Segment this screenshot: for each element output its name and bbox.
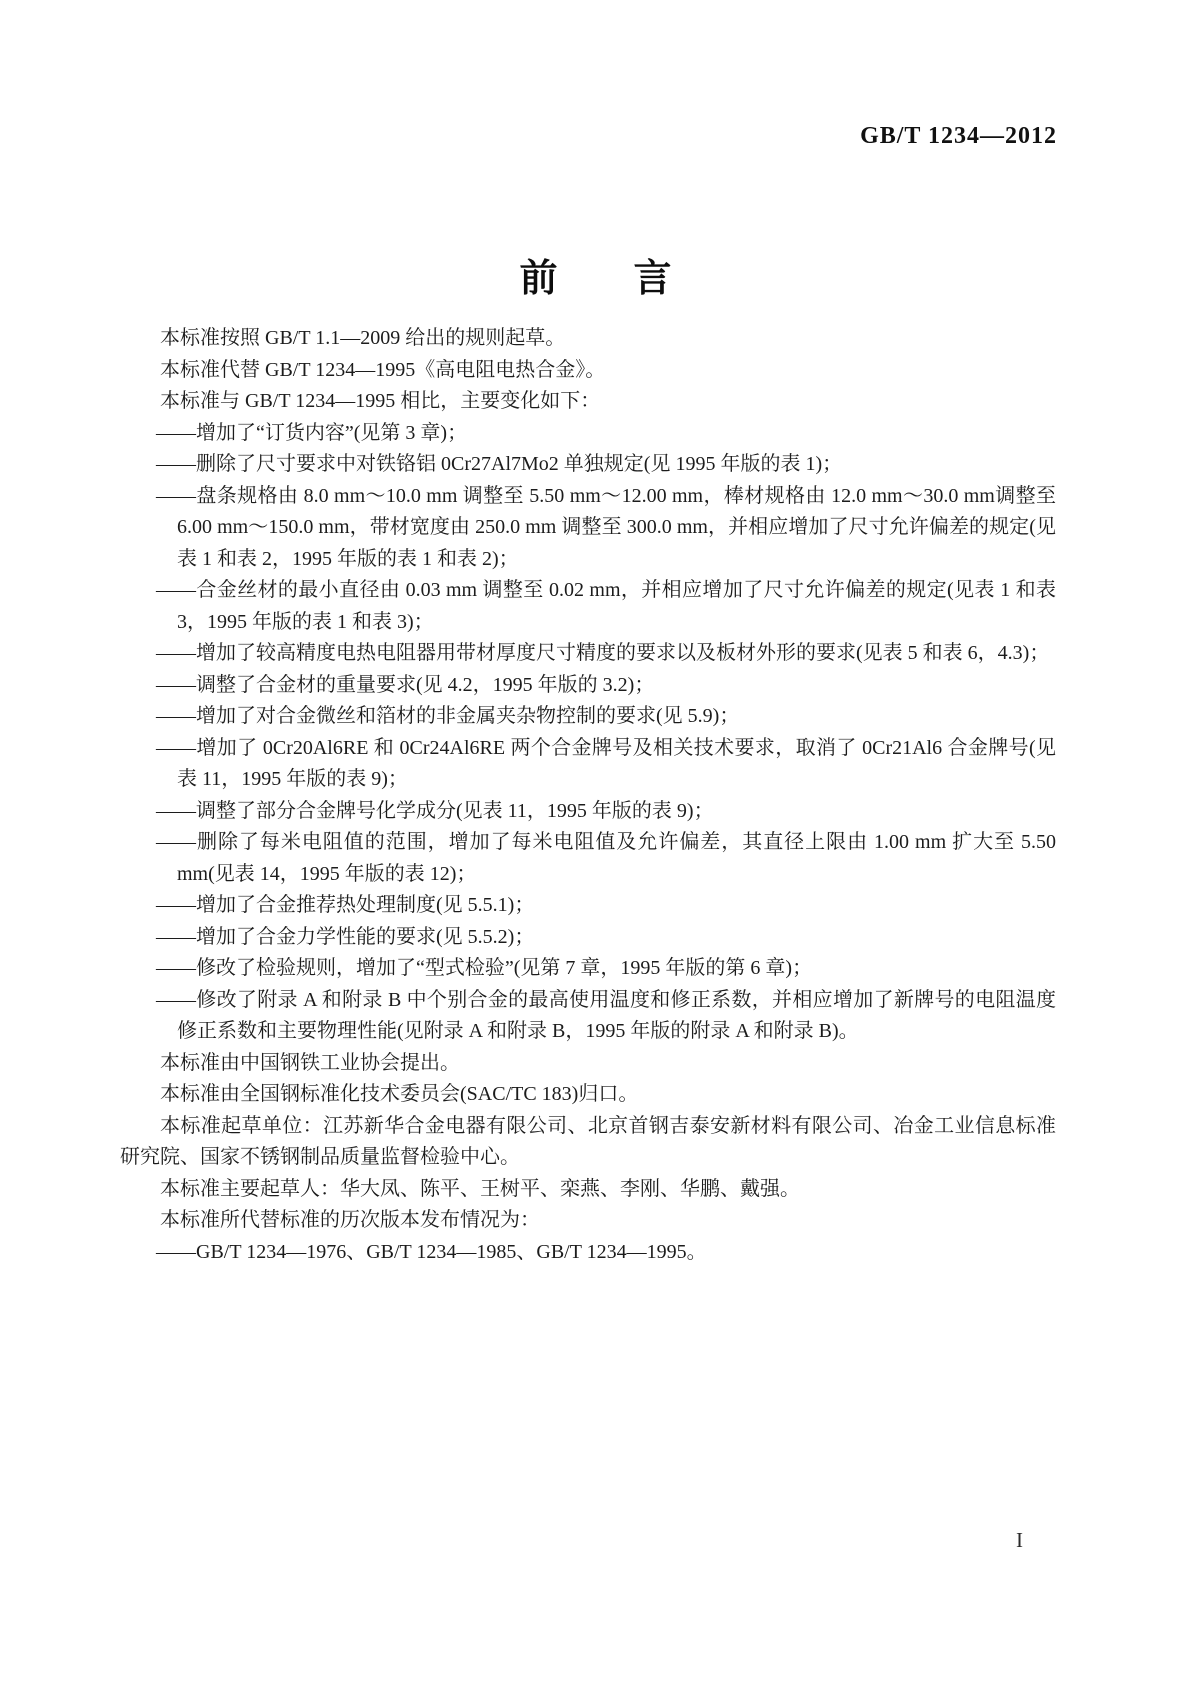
change-list-item: ——增加了 0Cr20Al6RE 和 0Cr24Al6RE 两个合金牌号及相关技术要求，取消了 0Cr21Al6 合金牌号(见表 11，1995 年版的表 9)； [156, 736, 1056, 790]
change-list-item: ——删除了尺寸要求中对铁铬铝 0Cr27Al7Mo2 单独规定(见 1995 年版的表 1)； [156, 453, 843, 475]
change-list-item: ——修改了附录 A 和附录 B 中个别合金的最高使用温度和修正系数，并相应增加了新牌号的电阻温度修正系数和主要物理性能(见附录 A 和附录 B，1995 年版的附录 A 和附录 B)。 [156, 988, 1056, 1042]
change-list-item: ——修改了检验规则，增加了“型式检验”(见第 7 章，1995 年版的第 6 章)； [156, 957, 813, 979]
page-number: I [1016, 1528, 1023, 1552]
paragraph: 本标准由中国钢铁工业协会提出。 [160, 1051, 460, 1074]
paragraph: 本标准按照 GB/T 1.1—2009 给出的规则起草。 [160, 327, 566, 349]
change-list-item: ——删除了每米电阻值的范围，增加了每米电阻值及允许偏差，其直径上限由 1.00 mm 扩大至 5.50 mm(见表 14，1995 年版的表 12)； [156, 831, 1056, 885]
paragraph: 本标准由全国钢标准化技术委员会(SAC/TC 183)归口。 [160, 1083, 639, 1105]
change-list-item: ——增加了对合金微丝和箔材的非金属夹杂物控制的要求(见 5.9)； [156, 705, 740, 727]
change-list-item: ——调整了合金材的重量要求(见 4.2，1995 年版的 3.2)； [156, 673, 655, 696]
change-list-item: ——增加了较高精度电热电阻器用带材厚度尺寸精度的要求以及板材外形的要求(见表 5 和表 6，4.3)； [156, 642, 1050, 664]
foreword-body [120, 323, 1056, 1268]
change-list-item: ——合金丝材的最小直径由 0.03 mm 调整至 0.02 mm，并相应增加了尺寸允许偏差的规定(见表 1 和表 3，1995 年版的表 1 和表 3)； [156, 579, 1056, 633]
change-list-item: ——GB/T 1234—1976、GB/T 1234—1985、GB/T 1234—1995。 [156, 1240, 707, 1263]
change-list-item: ——增加了合金力学性能的要求(见 5.5.2)； [156, 925, 535, 948]
paragraph: 本标准所代替标准的历次版本发布情况为： [160, 1209, 540, 1231]
paragraph: 本标准与 GB/T 1234—1995 相比，主要变化如下： [160, 390, 601, 412]
change-list-item: ——盘条规格由 8.0 mm～10.0 mm 调整至 5.50 mm～12.00 mm，棒材规格由 12.0 mm～30.0 mm调整至 6.00 mm～150.0 mm，带材宽度由 250.0 mm 调整至 300.0 mm，并相应增加了尺寸允许偏差的规定(见表 1 和表 2，1995 年版的表 1 和表 2)； [156, 484, 1056, 570]
change-list-item: ——增加了“订货内容”(见第 3 章)； [156, 421, 468, 444]
page-title: 前 言 [519, 258, 672, 301]
standard-number: GB/T 1234—2012 [860, 123, 1057, 149]
change-list-item: ——调整了部分合金牌号化学成分(见表 11，1995 年版的表 9)； [156, 799, 714, 822]
paragraph: 本标准主要起草人：华大凤、陈平、王树平、栾燕、李刚、华鹏、戴强。 [160, 1177, 800, 1200]
paragraph: 本标准起草单位：江苏新华合金电器有限公司、北京首钢吉泰安新材料有限公司、冶金工业信息标准研究院、国家不锈钢制品质量监督检验中心。 [120, 1114, 1056, 1168]
change-list-item: ——增加了合金推荐热处理制度(见 5.5.1)； [156, 894, 535, 916]
paragraph: 本标准代替 GB/T 1234—1995《高电阻电热合金》。 [160, 358, 606, 381]
